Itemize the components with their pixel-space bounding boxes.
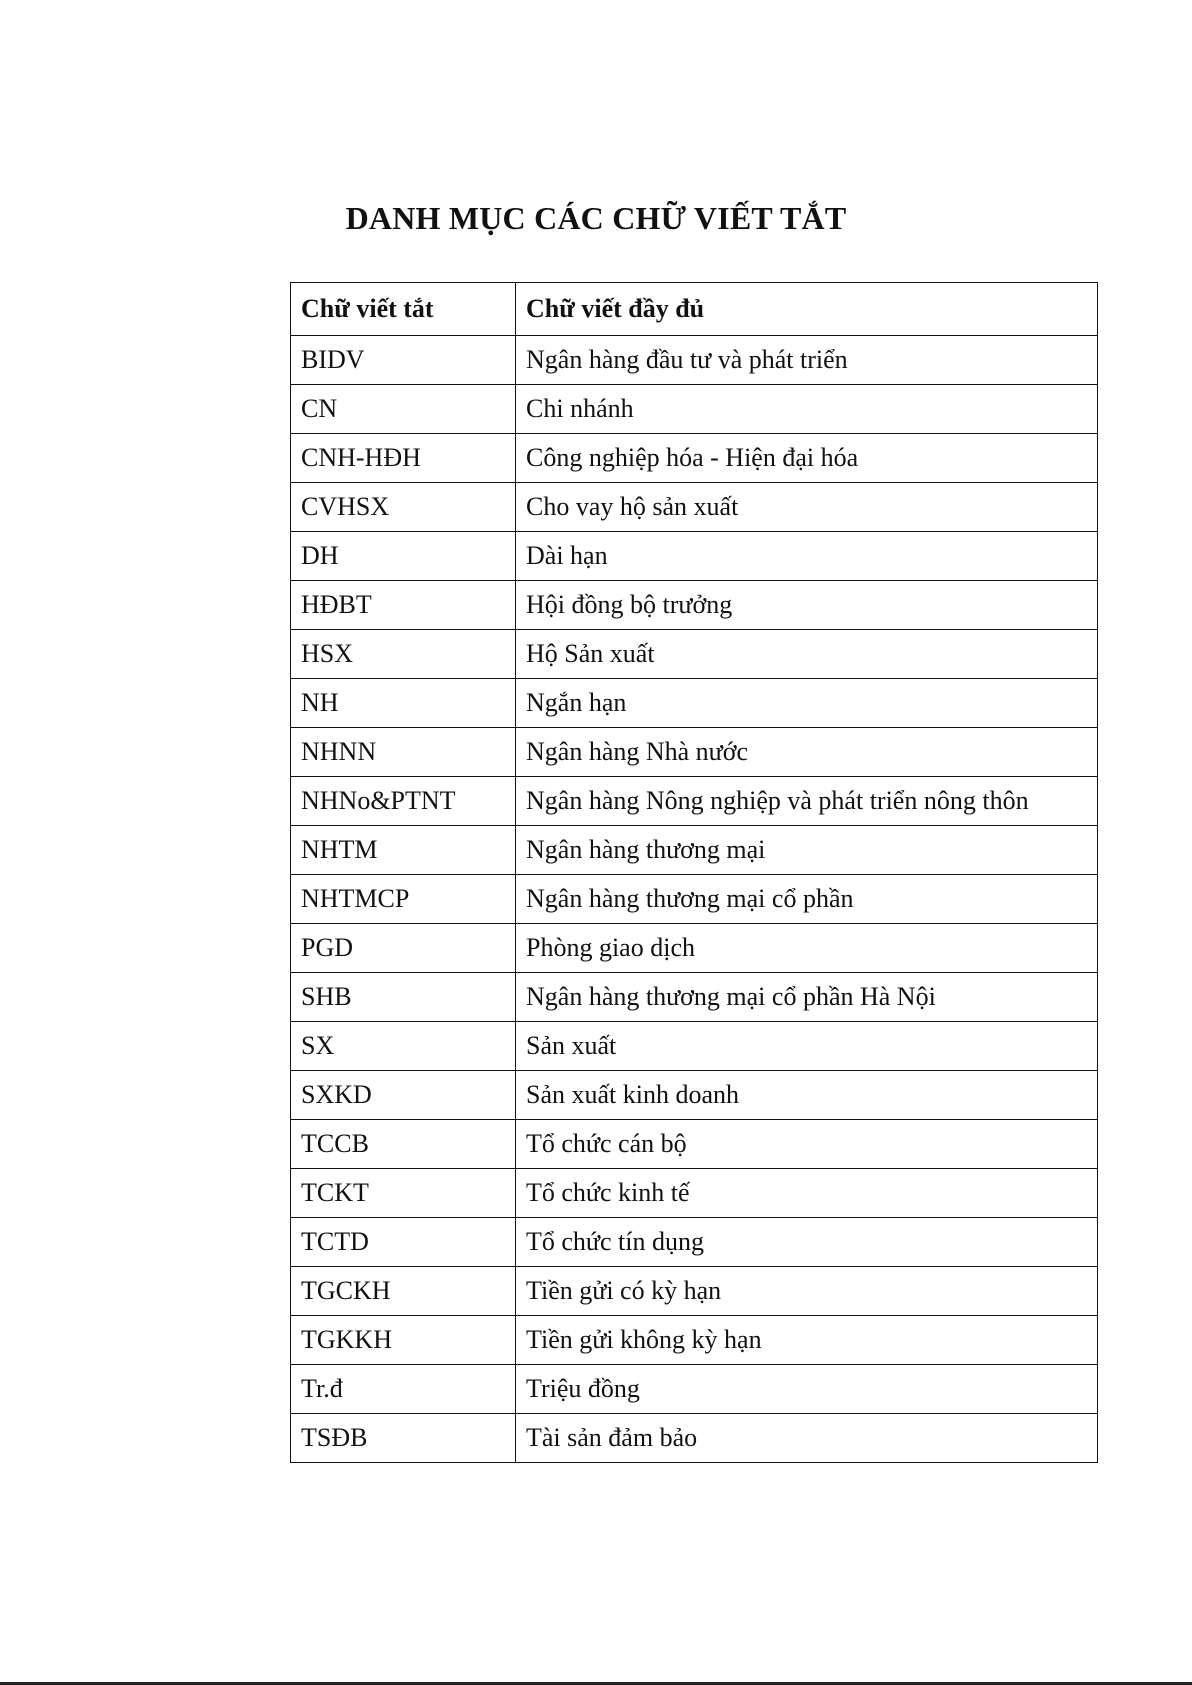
full-form-cell: Tổ chức tín dụng xyxy=(516,1218,1098,1267)
page-title: DANH MỤC CÁC CHỮ VIẾT TẮT xyxy=(345,200,847,236)
full-form-cell: Sản xuất kinh doanh xyxy=(516,1071,1098,1120)
abbreviation-cell: CVHSX xyxy=(291,483,516,532)
full-form-cell: Tài sản đảm bảo xyxy=(516,1414,1098,1463)
table-row xyxy=(291,483,1098,532)
abbreviation-cell: SXKD xyxy=(291,1071,516,1120)
table-row xyxy=(291,434,1098,483)
abbreviation-cell: Tr.đ xyxy=(291,1365,516,1414)
abbreviation-cell: TGKKH xyxy=(291,1316,516,1365)
table-header-row xyxy=(291,283,1098,336)
full-form-cell: Ngân hàng Nông nghiệp và phát triển nông thôn xyxy=(516,777,1098,826)
abbreviation-cell: CNH-HĐH xyxy=(291,434,516,483)
abbreviation-cell: NHNN xyxy=(291,728,516,777)
abbreviation-cell: TCTD xyxy=(291,1218,516,1267)
table-row xyxy=(291,1316,1098,1365)
full-form-cell: Công nghiệp hóa - Hiện đại hóa xyxy=(516,434,1098,483)
table-row xyxy=(291,1218,1098,1267)
table-row xyxy=(291,728,1098,777)
full-form-cell: Ngân hàng thương mại cổ phần xyxy=(516,875,1098,924)
abbreviation-cell: PGD xyxy=(291,924,516,973)
abbreviation-cell: NHTMCP xyxy=(291,875,516,924)
table-row xyxy=(291,973,1098,1022)
table-row xyxy=(291,1071,1098,1120)
abbreviation-cell: HSX xyxy=(291,630,516,679)
abbreviation-cell: TSĐB xyxy=(291,1414,516,1463)
abbreviation-cell: CN xyxy=(291,385,516,434)
abbreviation-cell: TCKT xyxy=(291,1169,516,1218)
table-row xyxy=(291,1169,1098,1218)
table-row xyxy=(291,875,1098,924)
full-form-cell: Phòng giao dịch xyxy=(516,924,1098,973)
table-row xyxy=(291,679,1098,728)
column-header-abbreviation: Chữ viết tắt xyxy=(291,283,516,336)
abbreviation-cell: TCCB xyxy=(291,1120,516,1169)
full-form-cell: Tổ chức cán bộ xyxy=(516,1120,1098,1169)
table-row xyxy=(291,1022,1098,1071)
full-form-cell: Ngân hàng thương mại cổ phần Hà Nội xyxy=(516,973,1098,1022)
table-row xyxy=(291,1267,1098,1316)
table-row xyxy=(291,630,1098,679)
abbreviation-cell: BIDV xyxy=(291,336,516,385)
table-row xyxy=(291,1120,1098,1169)
abbreviation-cell: HĐBT xyxy=(291,581,516,630)
table-row xyxy=(291,385,1098,434)
full-form-cell: Cho vay hộ sản xuất xyxy=(516,483,1098,532)
table-row xyxy=(291,1365,1098,1414)
full-form-cell: Sản xuất xyxy=(516,1022,1098,1071)
full-form-cell: Ngắn hạn xyxy=(516,679,1098,728)
table-row xyxy=(291,336,1098,385)
abbreviation-table xyxy=(290,282,1098,1463)
table-row xyxy=(291,777,1098,826)
full-form-cell: Hộ Sản xuất xyxy=(516,630,1098,679)
full-form-cell: Tiền gửi không kỳ hạn xyxy=(516,1316,1098,1365)
table-row xyxy=(291,532,1098,581)
full-form-cell: Dài hạn xyxy=(516,532,1098,581)
abbreviation-cell: NHTM xyxy=(291,826,516,875)
table-row xyxy=(291,1414,1098,1463)
full-form-cell: Chi nhánh xyxy=(516,385,1098,434)
full-form-cell: Triệu đồng xyxy=(516,1365,1098,1414)
abbreviation-cell: NH xyxy=(291,679,516,728)
full-form-cell: Ngân hàng thương mại xyxy=(516,826,1098,875)
full-form-cell: Tổ chức kinh tế xyxy=(516,1169,1098,1218)
table-row xyxy=(291,924,1098,973)
table-row xyxy=(291,581,1098,630)
abbreviation-cell: SHB xyxy=(291,973,516,1022)
table-body xyxy=(291,336,1098,1463)
abbreviation-cell: TGCKH xyxy=(291,1267,516,1316)
full-form-cell: Tiền gửi có kỳ hạn xyxy=(516,1267,1098,1316)
column-header-full-form: Chữ viết đầy đủ xyxy=(516,283,1098,336)
abbreviation-cell: DH xyxy=(291,532,516,581)
abbreviation-cell: NHNo&PTNT xyxy=(291,777,516,826)
full-form-cell: Ngân hàng Nhà nước xyxy=(516,728,1098,777)
abbreviation-cell: SX xyxy=(291,1022,516,1071)
table-row xyxy=(291,826,1098,875)
full-form-cell: Ngân hàng đầu tư và phát triển xyxy=(516,336,1098,385)
full-form-cell: Hội đồng bộ trưởng xyxy=(516,581,1098,630)
